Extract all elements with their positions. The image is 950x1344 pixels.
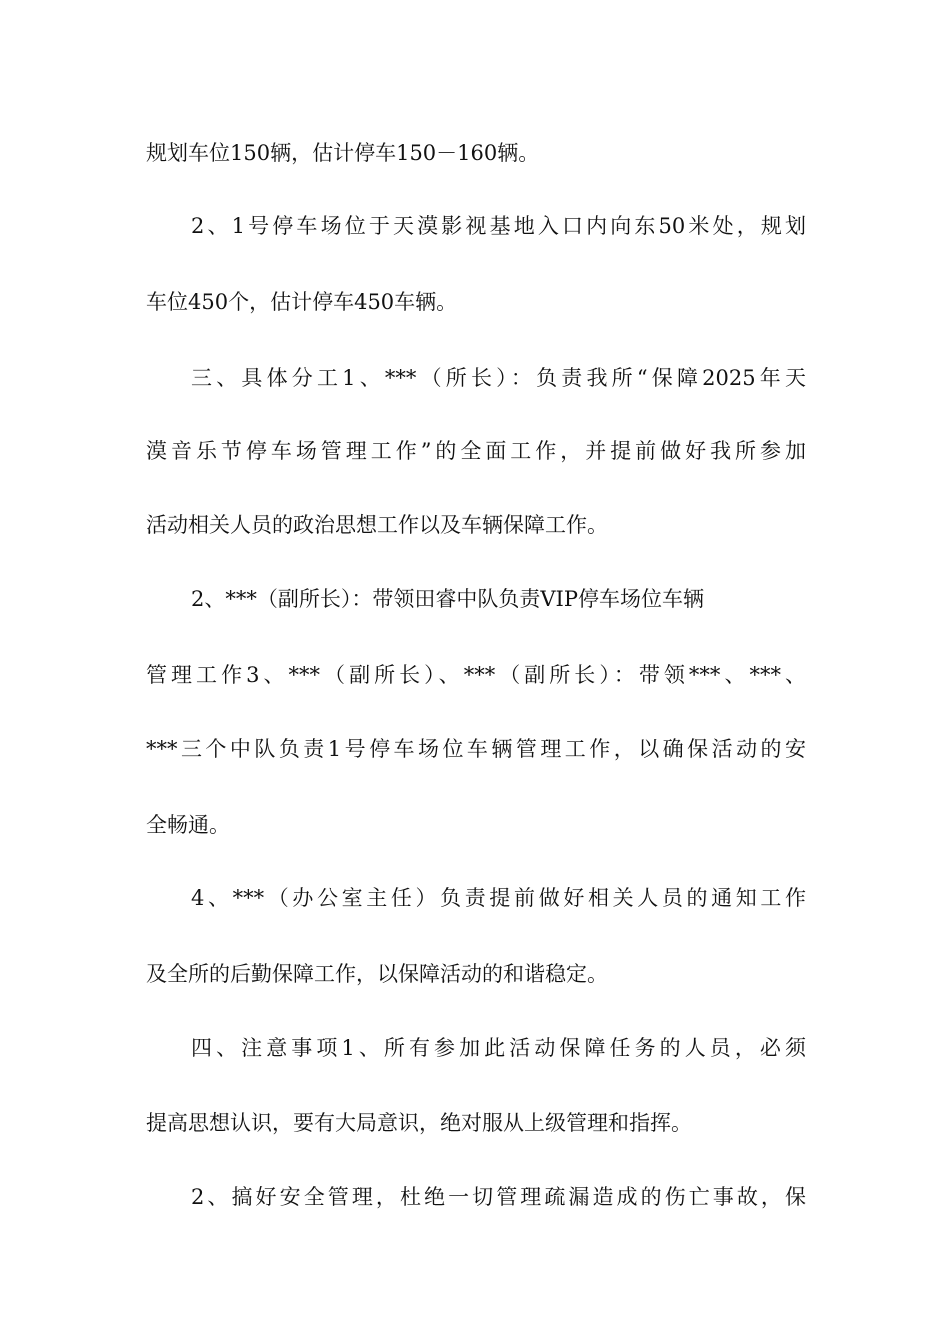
paragraph-line-8: 管理工作3、***（副所长）、***（副所长）：带领***、***、 [146, 663, 806, 687]
paragraph-line-12: 及全所的后勤保障工作，以保障活动的和谐稳定。 [146, 962, 608, 986]
paragraph-line-6: 活动相关人员的政治思想工作以及车辆保障工作。 [146, 513, 608, 537]
paragraph-line-14: 提高思想认识，要有大局意识，绝对服从上级管理和指挥。 [146, 1111, 692, 1135]
paragraph-line-2: 2、1号停车场位于天漠影视基地入口内向东50米处，规划 [191, 214, 806, 238]
paragraph-line-3: 车位450个，估计停车450车辆。 [146, 290, 458, 314]
paragraph-line-4: 三、具体分工1、***（所长）：负责我所“保障2025年天 [191, 366, 806, 390]
paragraph-line-15: 2、搞好安全管理，杜绝一切管理疏漏造成的伤亡事故，保 [191, 1185, 806, 1209]
paragraph-line-1: 规划车位150辆，估计停车150－160辆。 [146, 141, 540, 165]
paragraph-line-7: 2、***（副所长）：带领田睿中队负责VIP停车场位车辆 [191, 587, 704, 611]
paragraph-line-5: 漠音乐节停车场管理工作”的全面工作，并提前做好我所参加 [146, 439, 806, 463]
paragraph-line-10: 全畅通。 [146, 813, 230, 837]
paragraph-line-13: 四、注意事项1、所有参加此活动保障任务的人员，必须 [191, 1036, 806, 1060]
paragraph-line-11: 4、***（办公室主任）负责提前做好相关人员的通知工作 [191, 886, 806, 910]
paragraph-line-9: ***三个中队负责1号停车场位车辆管理工作，以确保活动的安 [146, 737, 806, 761]
